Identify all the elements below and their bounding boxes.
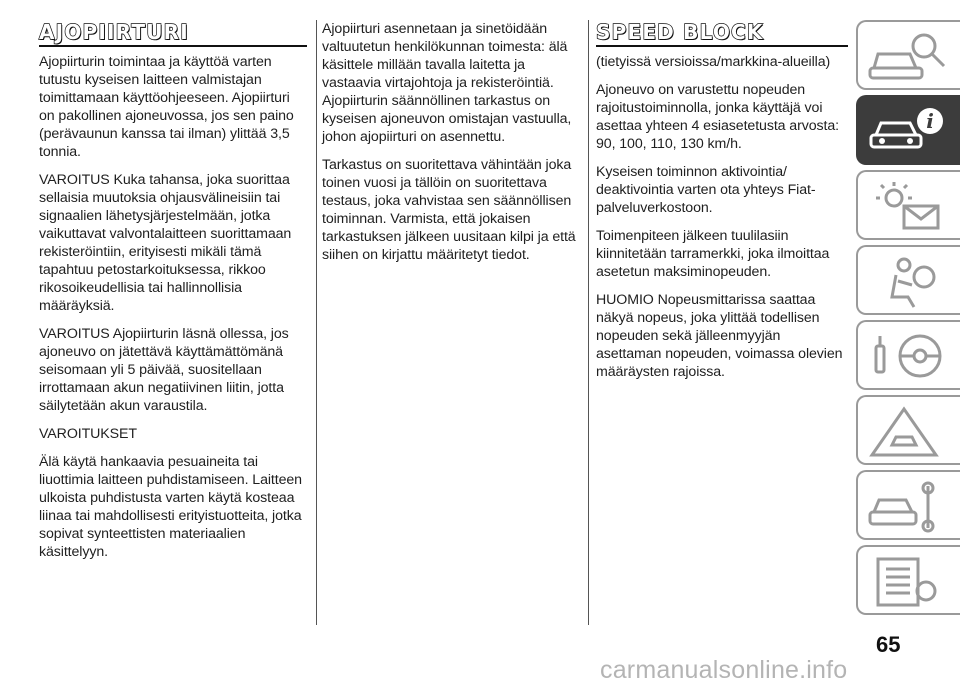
column-divider (588, 20, 589, 625)
technical-data-icon (864, 551, 954, 613)
svg-text:i: i (926, 109, 934, 133)
tab-emergency[interactable] (856, 395, 960, 465)
paragraph: Kyseisen toiminnon aktivointia/ deaktivointia varten ota yhteys Fiat-palveluverkostoon. (596, 164, 816, 216)
column-1 (39, 20, 307, 571)
tab-car-info[interactable] (856, 95, 960, 165)
tab-driving[interactable] (856, 320, 960, 390)
car-maintenance-icon (864, 476, 954, 538)
steering-wheel-icon (864, 326, 954, 388)
car-info-icon (864, 101, 954, 163)
column-divider (316, 20, 317, 625)
column-2 (322, 20, 582, 274)
airbag-safety-icon (864, 251, 954, 313)
paragraph: VAROITUS Kuka tahansa, joka suorittaa sellaisia muutoksia ohjausvälineisiin tai signaalien lähetysjärjestelmään, jotka vaikuttavat valvontalaitteen suorittamaan rekisteröintiin, erityisesti mikäli tämä tapahtuu petostarkoituksessa, rikkoo rikosoikeudellisia tai hallinnollisia määräyksiä. (39, 172, 292, 314)
page-number: 65 (876, 632, 901, 657)
paragraph: Toimenpiteen jälkeen tuulilasiin kiinnitetään tarramerkki, joka ilmoittaa asetetun maksiminopeuden. (596, 228, 830, 280)
paragraph: HUOMIO Nopeusmittarissa saattaa näkyä nopeus, joka ylittää todellisen nopeuden sekä jälleenmyyjän asettaman nopeuden, voimassa olevien määräysten rajoissa. (596, 292, 843, 380)
paragraph: Ajoneuvo on varustettu nopeuden rajoitustoiminnolla, jonka käyttäjä voi asettaa yhteen 4 esiasetetusta arvosta: 90, 100, 110, 130 km/h. (596, 82, 839, 152)
car-search-icon (864, 26, 954, 88)
tab-technical-data[interactable] (856, 545, 960, 615)
paragraph: Tarkastus on suoritettava vähintään joka toinen vuosi ja tällöin on suoritettava testaus, joka vahvistaa sen säännöllisen toiminnan. Varmista, että jokaisen tarkastuksen jälkeen uusitaan kilpi ja että siihen on kirjattu määritetyt tiedot. (322, 157, 576, 263)
paragraph: VAROITUS Ajopiirturin läsnä ollessa, jos ajoneuvo on jätettävä käyttämättömänä seisomaan yli 5 päivää, suositellaan irrottamaan akun negatiivinen liitin, jotta säilytetään akun varaustila. (39, 326, 289, 414)
heading-rule (39, 45, 307, 47)
tab-safety[interactable] (856, 245, 960, 315)
warning-lights-icon (864, 176, 954, 238)
paragraph: Ajopiirturi asennetaan ja sinetöidään valtuutetun henkilökunnan toimesta: älä käsittele millään tavalla laitetta ja vastaavia virtajohtoja ja rekisteröintiä. Ajopiirturin säännöllinen tarkastus on kyseisen ajoneuvon omistajan vastuulla, johon ajopiirturi on asennettu. (322, 21, 572, 145)
warning-triangle-icon (864, 401, 954, 463)
tab-maintenance[interactable] (856, 470, 960, 540)
paragraph: VAROITUKSET (39, 426, 137, 442)
paragraph: (tietyissä versioissa/markkina-alueilla) (596, 54, 831, 70)
paragraph: Ajopiirturin toimintaa ja käyttöä varten tutustu kyseisen laitteen valmistajan toimittamaan käyttöohjeeseen. Ajopiirturi on pakollinen ajoneuvossa, jos sen paino (perävaunun kanssa tai ilman) ylittää 3,5 tonnia. (39, 54, 294, 160)
paragraph: Älä käytä hankaavia pesuaineita tai liuottimia laitteen puhdistamiseen. Laitteen ulkoista puhdistusta varten käytä kosteaa liinaa tai mahdollisesti erityistuotteita, jotka sopivat synteettisten materiaalien käsittelyyn. (39, 454, 302, 560)
section-heading-speed-block: SPEED BLOCK (596, 20, 764, 44)
section-heading-ajopiirturi: AJOPIIRTURI (39, 20, 189, 44)
column-3 (596, 20, 848, 391)
tab-car-search[interactable] (856, 20, 960, 90)
tab-warning-lights[interactable] (856, 170, 960, 240)
watermark: carmanualsonline.info (600, 656, 848, 684)
heading-rule (596, 45, 848, 47)
